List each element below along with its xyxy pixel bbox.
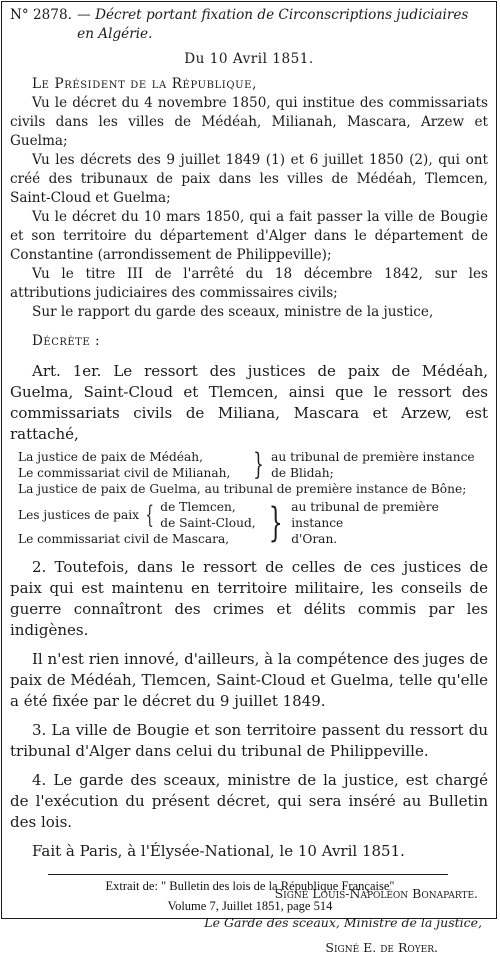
decree-number: N° 2878.: [10, 7, 72, 23]
group-oran-justices-label: Les justices de paix: [18, 508, 140, 522]
fait-a-paris: Fait à Paris, à l'Élysée-National, le 10 Avril 1851.: [32, 842, 405, 860]
decree-date: Du 10 Avril 1851.: [184, 51, 314, 67]
group-blidah-left-1: La justice de paix de Médéah,: [18, 450, 204, 464]
decree-title-text: — Décret portant fixation de Circonscriptions judiciaires en Algérie.: [77, 7, 469, 42]
signature-minister-title: Le Garde des sceaux, Ministre de la justice,: [204, 915, 482, 930]
group-blidah-right-2: de Blidah;: [271, 466, 334, 480]
article-2-paragraph-2: Il n'est rien innové, d'ailleurs, à la compétence des juges de paix de Médéah, Tlemcen, Saint-Cloud et Guelma, telle qu'elle a été fixée par le décret du 9 juillet 1849.: [10, 650, 488, 710]
brace-icon: {: [145, 501, 154, 529]
considerant-1: Vu le décret du 4 novembre 1850, qui institue des commissariats civils dans les villes de Médéah, Milianah, Mascara, Arzew et Guelma;: [10, 95, 488, 149]
group-oran-left: [18, 499, 260, 547]
signature-minister: [10, 938, 488, 957]
group-blidah-left: [18, 449, 246, 481]
group-blidah-right: [271, 449, 475, 481]
group-oran-commissariat: Le commissariat civil de Mascara,: [18, 532, 230, 546]
considerant-4: Vu le titre III de l'arrêté du 18 décembre 1842, sur les attributions judiciaires des commissaires civils;: [10, 266, 488, 301]
group-oran-right-1: au tribunal de première instance: [291, 500, 439, 530]
brace-icon: }: [253, 447, 264, 482]
considerant-3: Vu le décret du 10 mars 1850, qui a fait passer la ville de Bougie et son territoire du département d'Alger dans le département de Constantine (arrondissement de Philippeville);: [10, 209, 488, 263]
considerant-5: Sur le rapport du garde des sceaux, ministre de la justice,: [32, 304, 434, 320]
source-footer: [0, 876, 500, 916]
article-4: 4. Le garde des sceaux, ministre de la justice, est chargé de l'exécution du présent décret, qui sera inséré au Bulletin des lois.: [10, 771, 488, 831]
considerant-2: Vu les décrets des 9 juillet 1849 (1) et 6 juillet 1850 (2), qui ont créé des tribunaux de paix dans les villes de Médéah, Tlemcen, Saint-Cloud et Guelma;: [10, 152, 488, 206]
signature-president-text: Signé Louis-Napoléon Bonaparte.: [274, 886, 478, 901]
article-1: Art. 1er. Le ressort des justices de paix de Médéah, Guelma, Saint-Cloud et Tlemcen, ainsi que le ressort des commissariats civils de Miliana, Mascara et Arzew, est rattaché,: [10, 362, 488, 443]
article-3: 3. La ville de Bougie et son territoire passent du ressort du tribunal d'Alger dans celui du tribunal de Philippeville.: [10, 721, 488, 760]
source-line-1: Extrait de: " Bulletin des lois de la République Française": [105, 879, 395, 893]
brace-icon: }: [268, 500, 283, 546]
group-oran-justices: [18, 499, 260, 531]
signature-minister-text: Signé E. de Royer.: [325, 940, 438, 955]
group-blidah-left-2: Le commissariat civil de Milianah,: [18, 466, 231, 480]
group-blidah-right-1: au tribunal de première instance: [271, 450, 475, 464]
source-line-2: Volume 7, Juillet 1851, page 514: [167, 899, 333, 913]
article-2: 2. Toutefois, dans le ressort de celles de ces justices de paix qui est maintenu en territoire militaire, les conseils de guerre connaîtront des crimes et délits commis par les indigènes.: [10, 558, 488, 639]
group-oran-right-2: d'Oran.: [291, 532, 338, 546]
group-oran-place-2: de Saint-Cloud,: [160, 516, 256, 530]
jurisdiction-groups: [10, 449, 488, 547]
group-oran: [18, 499, 488, 547]
president-heading: Le Président de la République,: [32, 76, 258, 92]
group-oran-place-1: de Tlemcen,: [160, 500, 236, 514]
group-oran-right: [291, 499, 488, 547]
decrete-heading: Décrète :: [32, 333, 101, 349]
group-oran-places: [160, 499, 255, 531]
decree-title: [10, 6, 488, 44]
footer-separator: [48, 874, 448, 875]
group-bone: La justice de paix de Guelma, au tribunal de première instance de Bône;: [18, 482, 467, 496]
document-body: [10, 6, 488, 957]
group-blidah: [18, 449, 488, 481]
